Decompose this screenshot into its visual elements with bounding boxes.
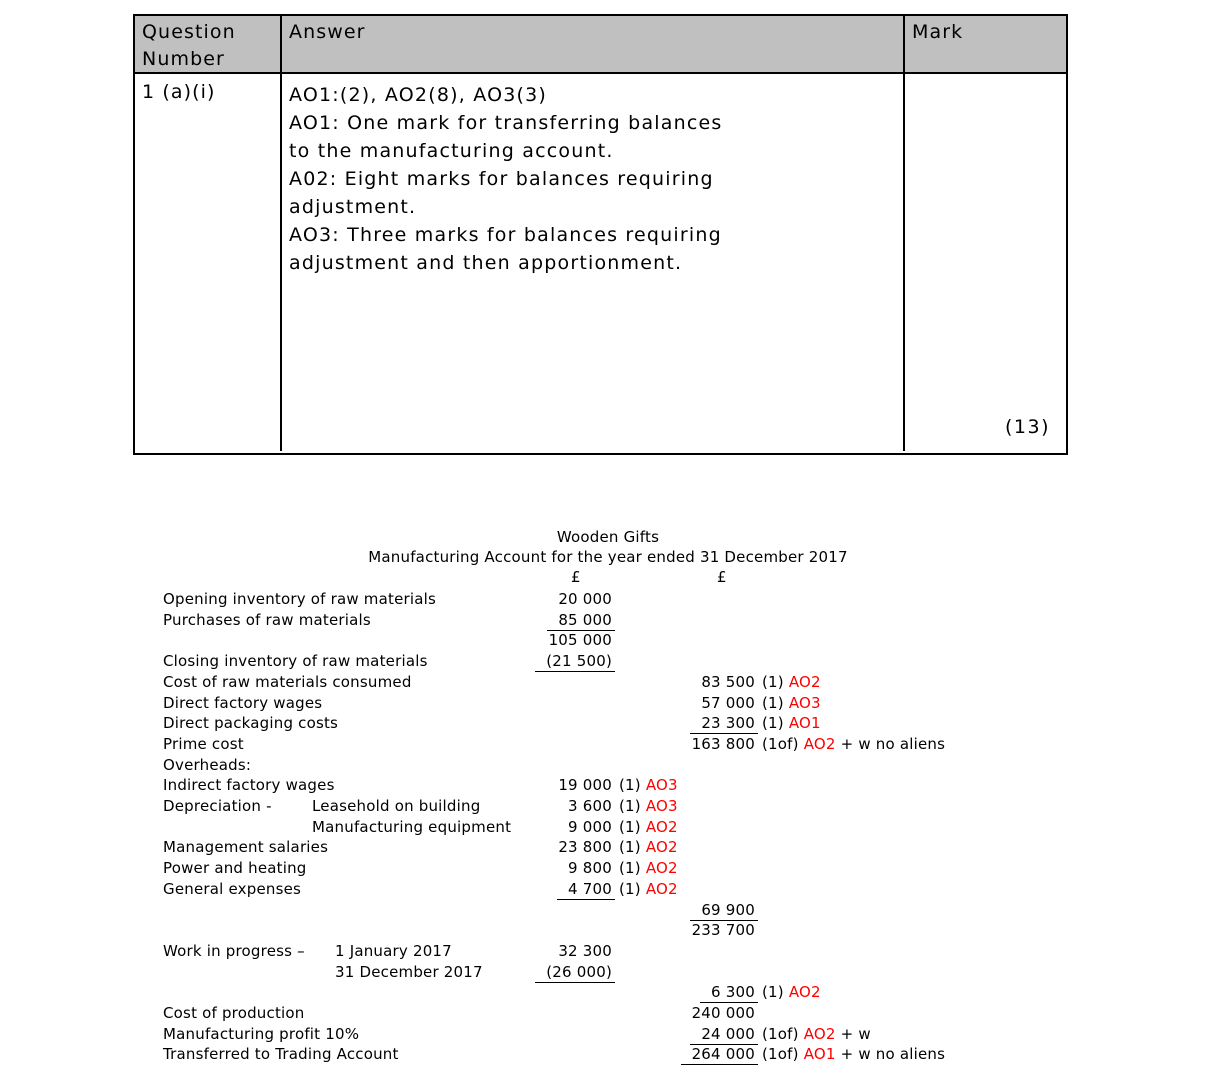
mark-note: (1of) [762, 1045, 804, 1063]
extra-note: + w [835, 1025, 871, 1043]
mark-annotation [762, 1025, 871, 1043]
amount-col1: (26 000) [535, 963, 615, 983]
ao-tag: AO2 [645, 880, 678, 898]
question-number: 1 (a)(i) [142, 81, 216, 103]
statement-row [0, 1045, 1224, 1066]
amount-col2-cell [593, 983, 755, 1001]
answer-line: A02: Eight marks for balances requiring [289, 168, 714, 190]
statement-row [0, 694, 1224, 715]
mark-annotation [762, 694, 821, 712]
mark-note: (1) [619, 880, 646, 898]
row-label: Work in progress – [163, 942, 305, 960]
row-label: Direct factory wages [163, 694, 323, 712]
statement-row [0, 901, 1224, 922]
statement-row [0, 590, 1224, 611]
mark-note: (1) [619, 859, 646, 877]
amount-col1-cell [468, 611, 612, 629]
statement-row [0, 611, 1224, 632]
mark-annotation [619, 859, 678, 877]
answer-line: adjustment and then apportionment. [289, 252, 683, 274]
ao-tag: AO1 [803, 1045, 836, 1063]
statement-row [0, 673, 1224, 694]
ao-tag: AO3 [788, 694, 821, 712]
row-label: Purchases of raw materials [163, 611, 371, 629]
amount-col2-cell [593, 694, 755, 712]
mark-note: (1) [619, 797, 646, 815]
amount-col1-cell [468, 880, 612, 898]
amount-col1: 9 000 [568, 818, 612, 836]
row-sublabel: Manufacturing equipment [312, 818, 512, 836]
amount-col2: 240 000 [691, 1004, 755, 1022]
amount-col1: 4 700 [557, 880, 615, 900]
row-label: Power and heating [163, 859, 307, 877]
amount-col2-cell [593, 1045, 755, 1063]
mark-note: (1) [762, 673, 789, 691]
amount-col1: 32 300 [558, 942, 612, 960]
amount-col2: 233 700 [691, 921, 755, 939]
mark-note: (1) [619, 776, 646, 794]
extra-note: + w no aliens [835, 1045, 946, 1063]
statement-row [0, 963, 1224, 984]
amount-col1: 19 000 [558, 776, 612, 794]
statement-row [0, 1004, 1224, 1025]
ao-tag: AO3 [645, 776, 678, 794]
amount-col2: 83 500 [701, 673, 755, 691]
row-label: Cost of production [163, 1004, 305, 1022]
mark-annotation [762, 673, 821, 691]
amount-col2-cell [593, 714, 755, 732]
answer-line: AO1: One mark for transferring balances [289, 112, 723, 134]
statement-row [0, 797, 1224, 818]
amount-col2: 163 800 [691, 735, 755, 753]
mark-annotation [619, 880, 678, 898]
ao-tag: AO2 [788, 983, 821, 1001]
ao-tag: AO1 [788, 714, 821, 732]
row-label: Indirect factory wages [163, 776, 335, 794]
row-label: Overheads: [163, 756, 252, 774]
amount-col1-cell [468, 797, 612, 815]
amount-col1: 85 000 [547, 611, 615, 631]
statement-row [0, 756, 1224, 777]
amount-col1: 20 000 [558, 590, 612, 608]
statement-row [0, 631, 1224, 652]
mark-annotation [762, 714, 821, 732]
row-sublabel: Leasehold on building [312, 797, 481, 815]
header-answer: Answer [282, 16, 905, 72]
answer-line: adjustment. [289, 196, 417, 218]
mark-value: (13) [1004, 416, 1050, 438]
mark-annotation [619, 797, 678, 815]
mark-note: (1of) [762, 1025, 804, 1043]
mark-annotation [619, 838, 678, 856]
ao-tag: AO3 [645, 797, 678, 815]
ao-tag: AO2 [645, 818, 678, 836]
amount-col2-cell [593, 901, 755, 919]
amount-col1: 9 800 [568, 859, 612, 877]
statement-row [0, 942, 1224, 963]
statement-row [0, 921, 1224, 942]
mark-note: (1) [762, 983, 789, 1001]
row-label: Depreciation - [163, 797, 272, 815]
statement-row [0, 1025, 1224, 1046]
statement-row [0, 776, 1224, 797]
statement-row [0, 652, 1224, 673]
statement-row [0, 735, 1224, 756]
amount-col1-cell [468, 859, 612, 877]
statement-row [0, 880, 1224, 901]
row-label: Manufacturing profit 10% [163, 1025, 360, 1043]
ao-tag: AO2 [788, 673, 821, 691]
amount-col1-cell [468, 776, 612, 794]
amount-col1: 3 600 [568, 797, 612, 815]
row-label: Prime cost [163, 735, 244, 753]
amount-col2-cell [593, 673, 755, 691]
amount-col1-cell [468, 631, 612, 649]
mark-note: (1) [762, 694, 789, 712]
statement-title: Wooden Gifts [556, 528, 660, 546]
amount-col1-cell [468, 963, 612, 981]
row-label: Closing inventory of raw materials [163, 652, 428, 670]
statement-row [0, 983, 1224, 1004]
row-label: General expenses [163, 880, 302, 898]
statement-row [0, 818, 1224, 839]
amount-col2: 6 300 [700, 983, 758, 1003]
amount-col2-cell [593, 1025, 755, 1043]
amount-col2: 23 300 [690, 714, 758, 734]
row-date-label: 31 December 2017 [335, 963, 483, 981]
mark-annotation [619, 776, 678, 794]
statement-row [0, 838, 1224, 859]
statement-row [0, 714, 1224, 735]
mark-note: (1) [762, 714, 789, 732]
row-date-label: 1 January 2017 [335, 942, 452, 960]
currency-symbol-col1: £ [571, 568, 581, 586]
amount-col1-cell [468, 818, 612, 836]
amount-col1-cell [468, 590, 612, 608]
mark-note: (1) [619, 818, 646, 836]
amount-col2: 264 000 [681, 1045, 758, 1065]
statement-subtitle: Manufacturing Account for the year ended 31 December 2017 [368, 548, 848, 566]
header-question-number: Question Number [135, 16, 282, 72]
amount-col2: 24 000 [690, 1025, 758, 1045]
row-label: Direct packaging costs [163, 714, 339, 732]
mark-annotation [762, 983, 821, 1001]
mark-note: (1of) [762, 735, 804, 753]
ao-tag: AO2 [803, 735, 836, 753]
answer-line: to the manufacturing account. [289, 140, 614, 162]
ao-tag: AO2 [645, 859, 678, 877]
amount-col1: 105 000 [548, 631, 612, 649]
mark-note: (1) [619, 838, 646, 856]
row-label: Opening inventory of raw materials [163, 590, 437, 608]
row-label: Management salaries [163, 838, 329, 856]
amount-col1: (21 500) [535, 652, 615, 672]
ao-tag: AO2 [803, 1025, 836, 1043]
mark-annotation [619, 818, 678, 836]
ao-tag: AO2 [645, 838, 678, 856]
amount-col2-cell [593, 735, 755, 753]
amount-col1-cell [468, 652, 612, 670]
answer-line: AO3: Three marks for balances requiring [289, 224, 722, 246]
extra-note: + w no aliens [835, 735, 946, 753]
answer-line: AO1:(2), AO2(8), AO3(3) [289, 84, 548, 106]
amount-col1: 23 800 [558, 838, 612, 856]
mark-annotation [762, 1045, 945, 1063]
amount-col1-cell [468, 942, 612, 960]
mark-annotation [762, 735, 945, 753]
row-label: Cost of raw materials consumed [163, 673, 412, 691]
amount-col2: 69 900 [690, 901, 758, 921]
row-label: Transferred to Trading Account [163, 1045, 399, 1063]
amount-col2-cell [593, 1004, 755, 1022]
amount-col2: 57 000 [701, 694, 755, 712]
currency-symbol-col2: £ [717, 568, 727, 586]
statement-row [0, 859, 1224, 880]
header-mark: Mark [912, 21, 964, 43]
amount-col2-cell [593, 921, 755, 939]
amount-col1-cell [468, 838, 612, 856]
